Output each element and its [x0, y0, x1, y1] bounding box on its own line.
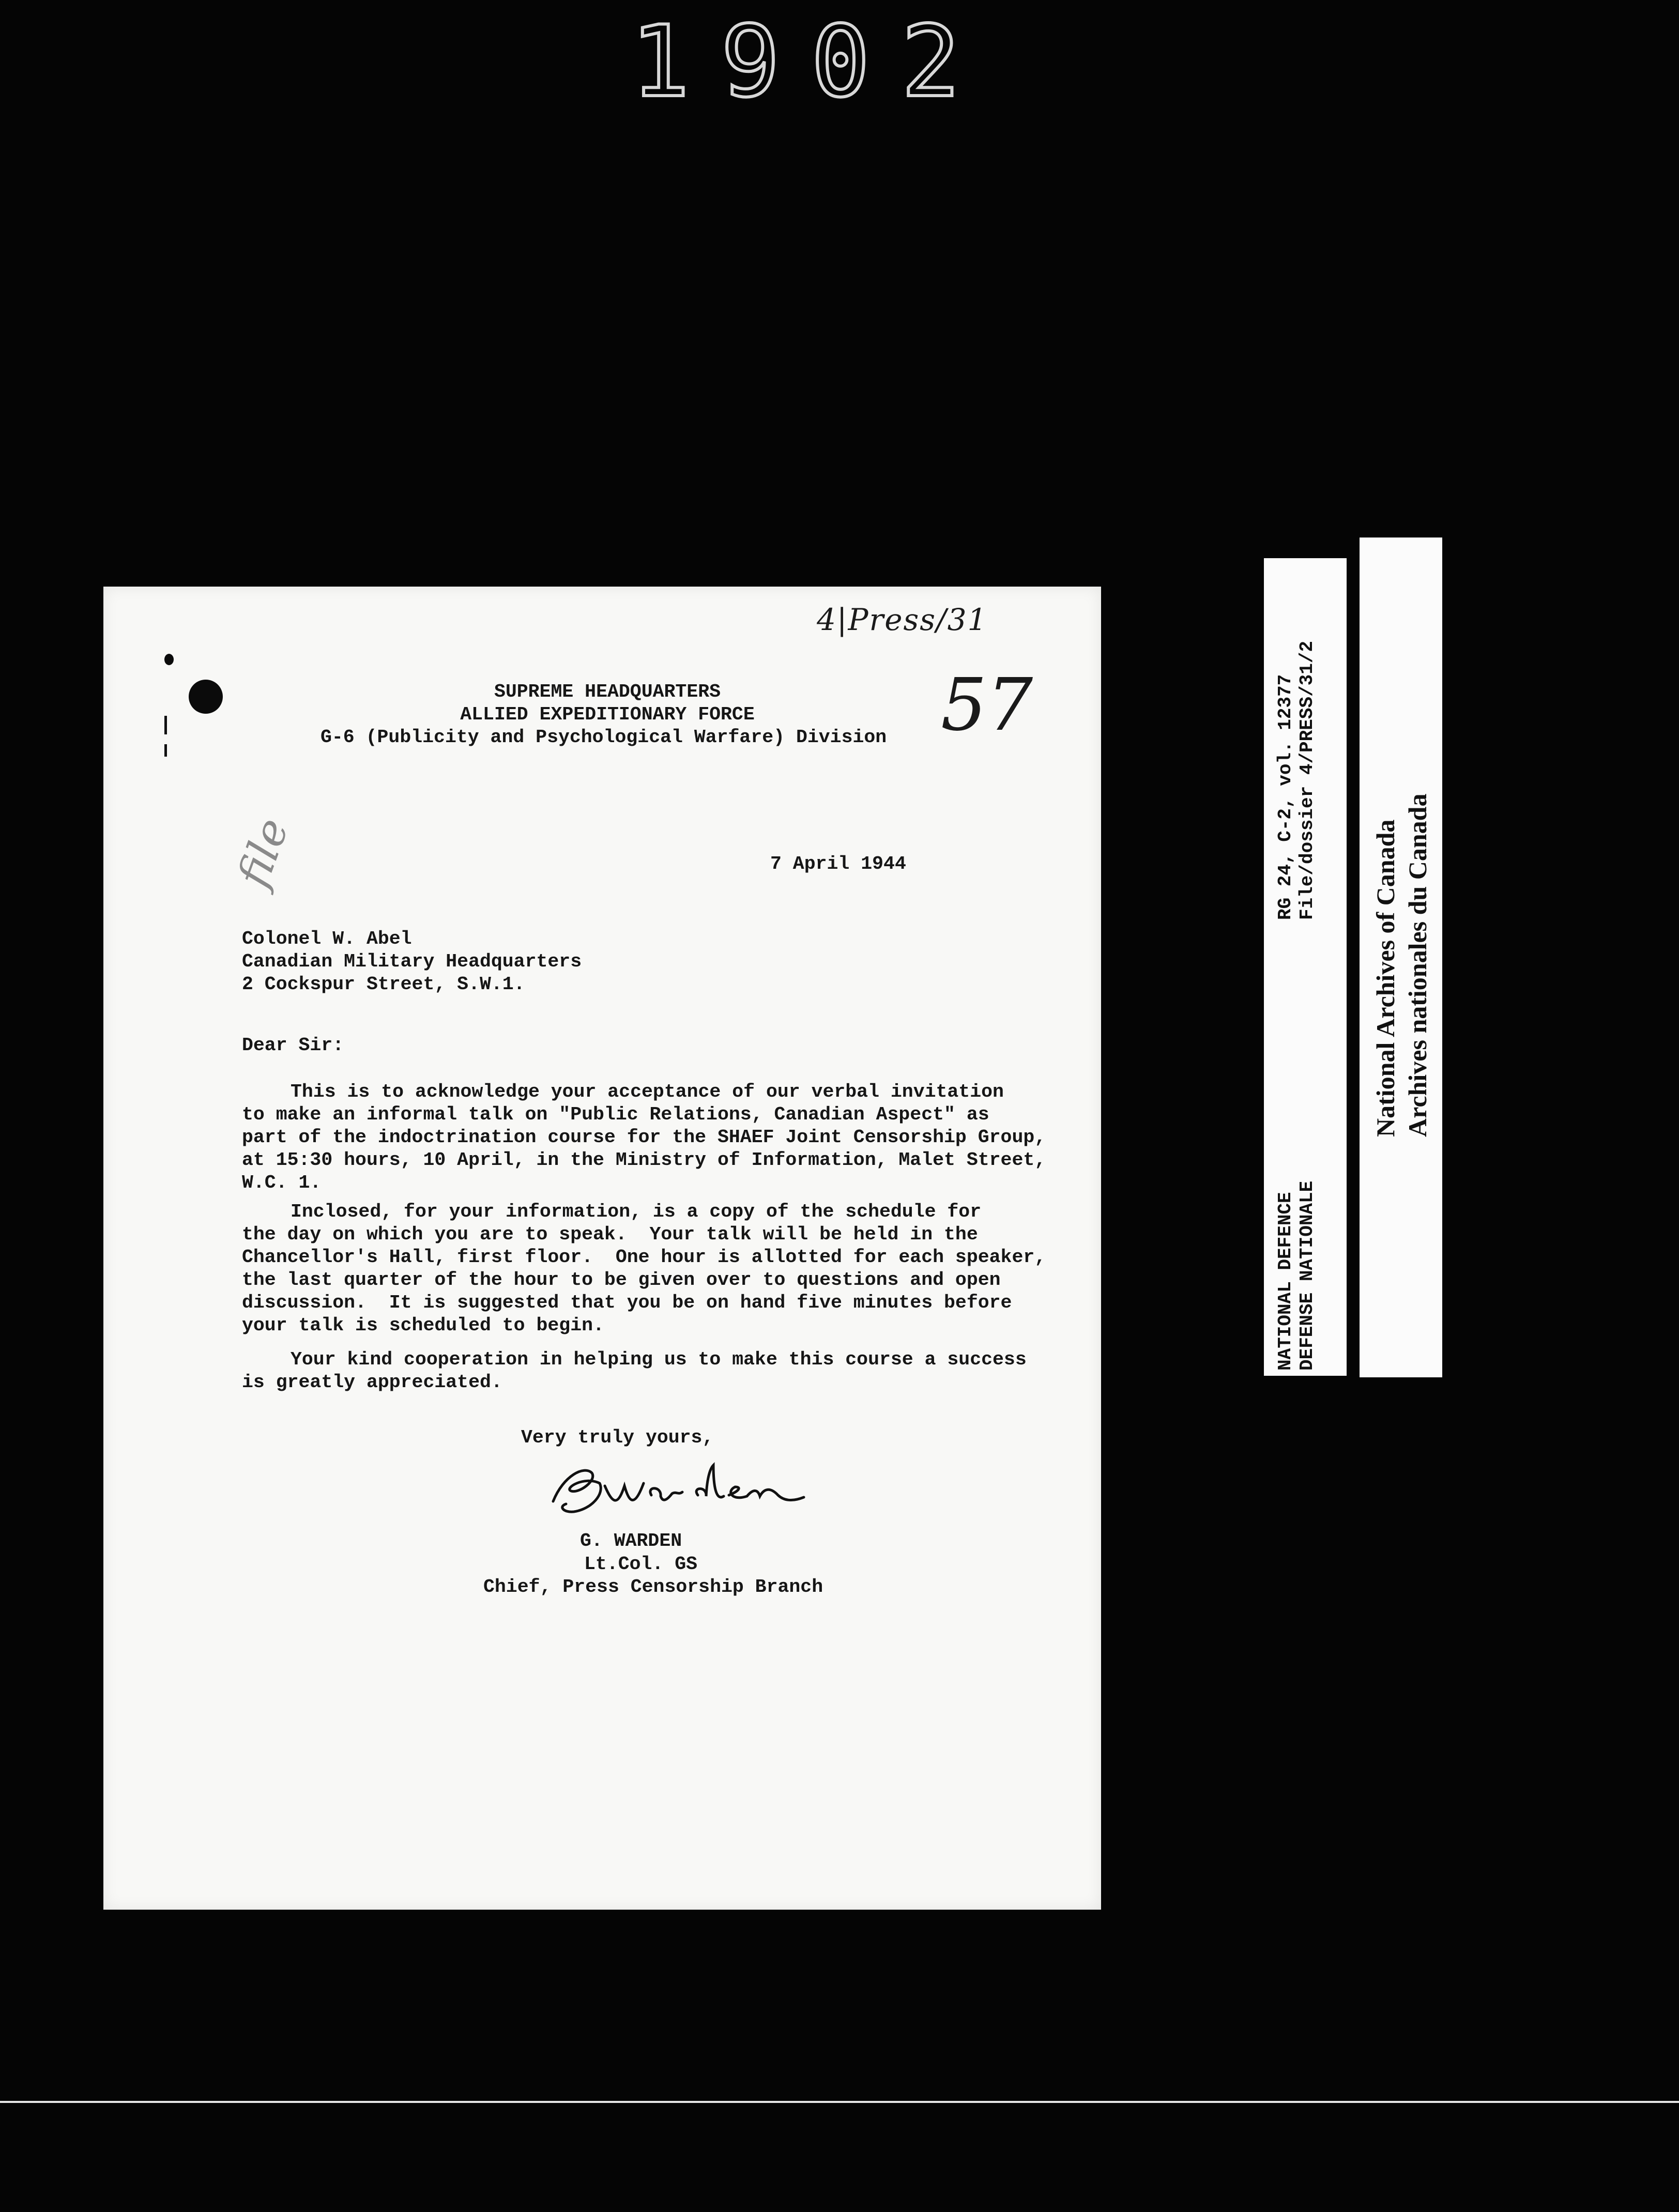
handwritten-folio-number: 57: [941, 663, 1033, 747]
paragraph-2-line: the day on which you are to speak. Your talk will be held in the: [242, 1224, 978, 1245]
ink-blot: [164, 654, 174, 665]
archives-name-en: National Archives of Canada: [1371, 819, 1400, 1137]
film-edge-line: [0, 2101, 1679, 2103]
archive-dept-fr: DEFENSE NATIONALE: [1296, 1180, 1318, 1371]
pencil-file-note: file: [227, 811, 299, 894]
archive-ref-line-2: File/dossier 4/PRESS/31/2: [1296, 640, 1318, 920]
letterhead-line-2: ALLIED EXPEDITIONARY FORCE: [460, 704, 755, 725]
paragraph-1-line: at 15:30 hours, 10 April, in the Ministry of Information, Malet Street,: [242, 1149, 1046, 1171]
letterhead-line-3: G-6 (Publicity and Psychological Warfare) Division: [320, 727, 887, 748]
paragraph-2-line: your talk is scheduled to begin.: [242, 1315, 604, 1336]
archives-name-fr: Archives nationales du Canada: [1403, 793, 1432, 1137]
archive-reference-strip: [1264, 558, 1347, 1376]
paragraph-2-line: Inclosed, for your information, is a copy of the schedule for: [291, 1201, 982, 1222]
paragraph-1-line: W.C. 1.: [242, 1172, 322, 1193]
paragraph-2-line: the last quarter of the hour to be given over to questions and open: [242, 1269, 1001, 1291]
paragraph-1-line: part of the indoctrination course for the SHAEF Joint Censorship Group,: [242, 1127, 1046, 1148]
recipient-address: 2 Cockspur Street, S.W.1.: [242, 974, 525, 995]
signatory-rank: Lt.Col. GS: [584, 1554, 698, 1575]
paragraph-3-line: Your kind cooperation in helping us to make this course a success: [291, 1349, 1027, 1370]
archive-dept-en: NATIONAL DEFENCE: [1275, 1192, 1296, 1371]
handwritten-file-ref: 4|Press/31: [817, 602, 988, 637]
margin-mark: [164, 744, 167, 757]
letterhead-line-1: SUPREME HEADQUARTERS: [494, 681, 721, 702]
film-frame-number: 1902: [631, 5, 991, 119]
punch-hole-stain: [189, 680, 223, 714]
closing: Very truly yours,: [521, 1427, 714, 1448]
paragraph-2-line: Chancellor's Hall, first floor. One hour is allotted for each speaker,: [242, 1247, 1046, 1268]
archive-ref-line-1: RG 24, C-2, vol. 12377: [1275, 674, 1296, 920]
paragraph-2-line: discussion. It is suggested that you be on hand five minutes before: [242, 1292, 1012, 1313]
signatory-name: G. WARDEN: [580, 1530, 682, 1552]
salutation: Dear Sir:: [242, 1035, 344, 1056]
handwritten-signature: [543, 1455, 812, 1527]
paragraph-3-line: is greatly appreciated.: [242, 1372, 502, 1393]
recipient-organization: Canadian Military Headquarters: [242, 951, 582, 972]
signatory-title: Chief, Press Censorship Branch: [483, 1576, 823, 1597]
margin-mark: [164, 716, 167, 734]
paragraph-1-line: This is to acknowledge your acceptance of our verbal invitation: [291, 1081, 1004, 1102]
recipient-name: Colonel W. Abel: [242, 928, 412, 949]
letter-page: [103, 587, 1101, 1910]
national-archives-strip: [1360, 537, 1442, 1377]
paragraph-1-line: to make an informal talk on "Public Relations, Canadian Aspect" as: [242, 1104, 989, 1125]
letter-date: 7 April 1944: [770, 853, 906, 874]
